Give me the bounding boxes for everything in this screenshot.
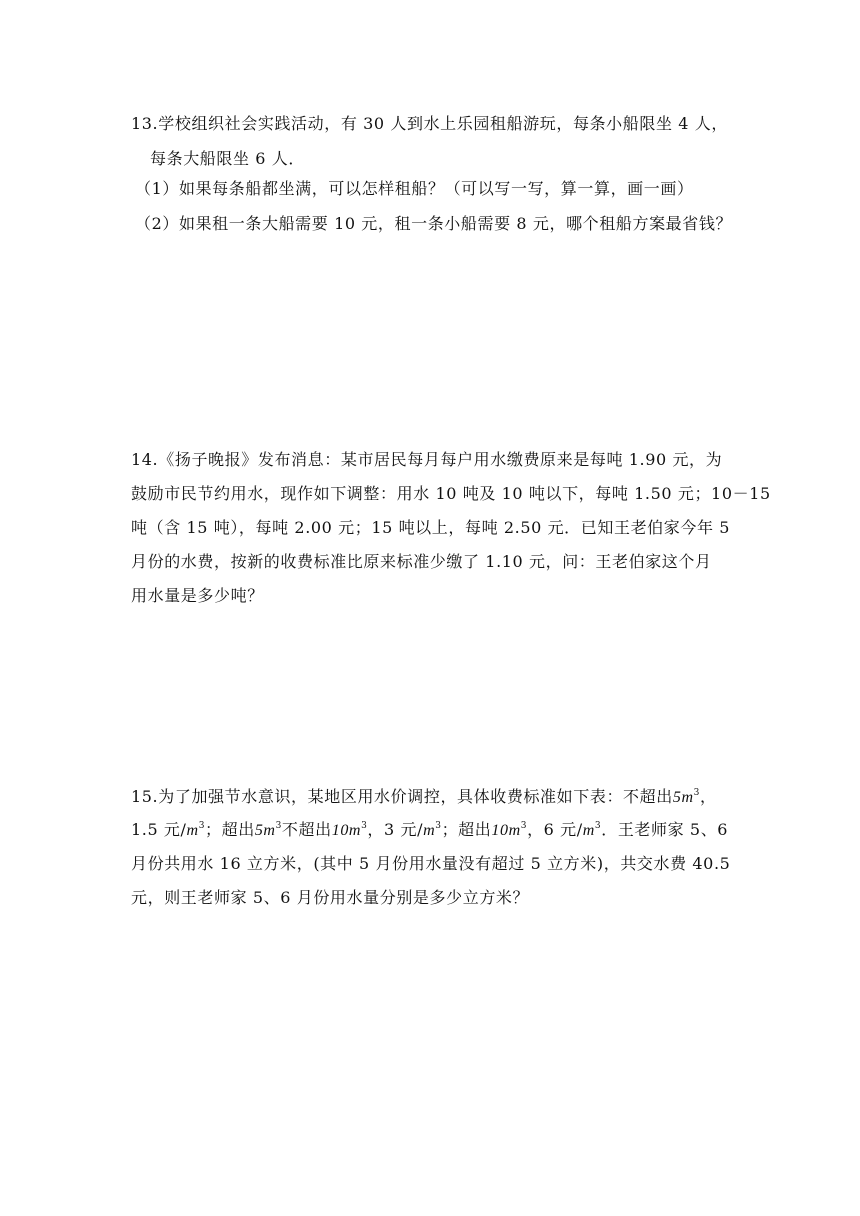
math-10m: 10m xyxy=(491,822,521,839)
q14-line-1: 14.《扬子晚报》发布消息：某市居民每月每户用水缴费原来是每吨 1.90 元，为 xyxy=(131,450,723,469)
exponent: 3 xyxy=(361,821,368,831)
q13-line-2: 每条大船限坐 6 人． xyxy=(150,149,305,168)
q15-line-3: 月份共用水 16 立方米，(其中 5 月份用水量没有超过 5 立方米)，共交水费 40.5 xyxy=(131,854,731,873)
math-m: m xyxy=(186,822,199,839)
q13-part-2: （2）如果租一条大船需要 10 元，租一条小船需要 8 元，哪个租船方案最省钱？ xyxy=(135,214,733,233)
exponent: 3 xyxy=(594,821,602,831)
q15-l2-text: 1.5 元/ xyxy=(131,820,187,839)
q15-l2-text: ．王老师家 5、6 xyxy=(601,820,729,839)
q15-line-4: 元，则王老师家 5、6 月份用水量分别是多少立方米？ xyxy=(131,888,530,907)
exponent: 3 xyxy=(520,821,528,831)
q15-l2-text: ；超出 xyxy=(441,820,492,839)
q15-l1-comma: ， xyxy=(699,787,717,806)
q15-l2-text: 不超出 xyxy=(281,820,332,839)
q13-line-1: 13.学校组织社会实践活动，有 30 人到水上乐园租船游玩，每条小船限坐 4 人， xyxy=(131,114,728,133)
q15-line-1 xyxy=(131,786,717,809)
math-10m: 10m xyxy=(331,822,362,839)
math-m: m xyxy=(423,822,436,839)
q15-l2-text: ，6 元/ xyxy=(527,820,583,839)
math-5m: 5m xyxy=(672,789,694,806)
q13-part-1: （1）如果每条船都坐满，可以怎样租船？（可以写一写，算一算，画一画） xyxy=(135,179,694,198)
q15-l1-text: 15.为了加强节水意识，某地区用水价调控，具体收费标准如下表：不超出 xyxy=(131,787,673,806)
exponent: 3 xyxy=(198,821,206,831)
exponent: 3 xyxy=(693,788,700,798)
q15-l2-text: ，3 元/ xyxy=(367,820,424,839)
q14-line-3: 吨（含 15 吨），每吨 2.00 元；15 吨以上，每吨 2.50 元．已知王老伯家今年 5 xyxy=(131,518,731,537)
q14-line-4: 月份的水费，按新的收费标准比原来标准少缴了 1.10 元，问：王老伯家这个月 xyxy=(131,552,712,571)
q14-line-5: 用水量是多少吨？ xyxy=(131,586,264,605)
q15-l2-text: ；超出 xyxy=(205,820,255,839)
exponent: 3 xyxy=(275,821,282,831)
exponent: 3 xyxy=(435,821,442,831)
math-m: m xyxy=(582,822,595,839)
q15-line-2 xyxy=(131,819,728,842)
q14-line-2: 鼓励市民节约用水，现作如下调整：用水 10 吨及 10 吨以下，每吨 1.50 元；10－15 xyxy=(131,484,771,503)
math-5m: 5m xyxy=(254,822,276,839)
